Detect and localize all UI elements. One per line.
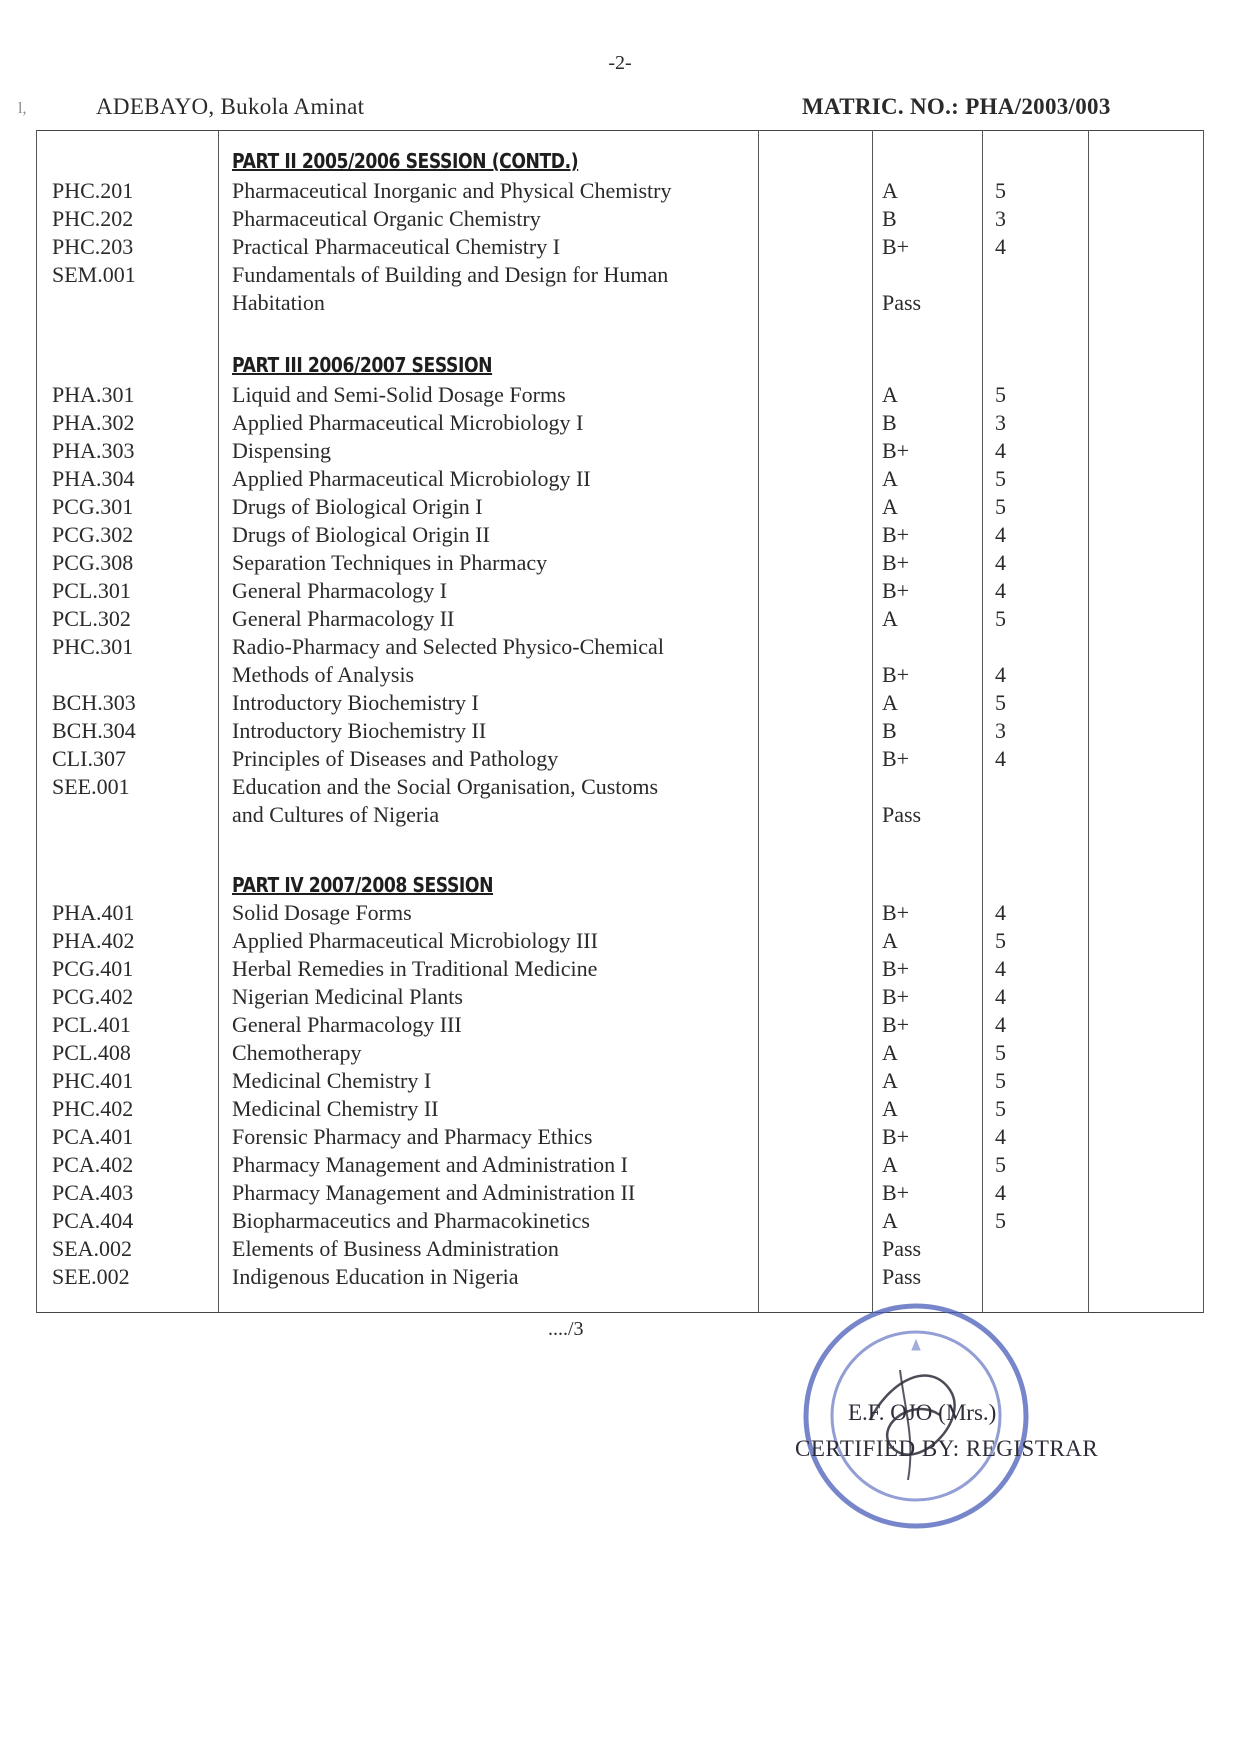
course-units: 4 xyxy=(995,956,1006,981)
course-units: 3 xyxy=(995,410,1006,435)
course-units: 5 xyxy=(995,1208,1006,1233)
course-title: Dispensing xyxy=(232,438,331,463)
course-grade: A xyxy=(882,178,898,203)
course-grade: B xyxy=(882,206,897,231)
course-code: PHC.202 xyxy=(52,206,134,231)
course-title: Fundamentals of Building and Design for Human xyxy=(232,262,669,287)
continuation-mark: ..../3 xyxy=(548,1318,584,1340)
course-row xyxy=(0,1038,1241,1067)
course-row xyxy=(0,520,1241,549)
course-units: 3 xyxy=(995,718,1006,743)
course-grade: Pass xyxy=(882,1236,922,1261)
course-row xyxy=(0,1234,1241,1263)
course-row xyxy=(0,232,1241,261)
course-title: Drugs of Biological Origin II xyxy=(232,522,490,547)
course-grade: B+ xyxy=(882,1012,910,1037)
section-heading: PART II 2005/2006 SESSION (CONTD.) xyxy=(232,149,579,173)
course-title: Drugs of Biological Origin I xyxy=(232,494,483,519)
course-row xyxy=(0,408,1241,437)
course-units: 4 xyxy=(995,746,1006,771)
course-title: General Pharmacology I xyxy=(232,578,448,603)
course-code: PCA.401 xyxy=(52,1124,134,1149)
course-title: Separation Techniques in Pharmacy xyxy=(232,550,548,575)
course-code: PHA.401 xyxy=(52,900,135,925)
course-grade: A xyxy=(882,382,898,407)
course-grade: B+ xyxy=(882,438,910,463)
course-code: PCG.401 xyxy=(52,956,134,981)
course-code: PCL.408 xyxy=(52,1040,131,1065)
course-row xyxy=(0,204,1241,233)
course-row xyxy=(0,744,1241,773)
course-row xyxy=(0,176,1241,205)
course-title: Practical Pharmaceutical Chemistry I xyxy=(232,234,561,259)
course-units: 5 xyxy=(995,178,1006,203)
course-title: Forensic Pharmacy and Pharmacy Ethics xyxy=(232,1124,593,1149)
course-grade: Pass xyxy=(882,1264,922,1289)
course-code: SEE.002 xyxy=(52,1264,130,1289)
course-code: SEM.001 xyxy=(52,262,136,287)
course-title: Introductory Biochemistry I xyxy=(232,690,479,715)
matric-label: MATRIC. NO.: xyxy=(802,94,960,119)
signatory-name: E.F. OJO (Mrs.) xyxy=(848,1400,997,1425)
course-row xyxy=(0,898,1241,927)
course-code: PCL.401 xyxy=(52,1012,131,1037)
course-row xyxy=(0,604,1241,633)
course-code: PCA.404 xyxy=(52,1208,134,1233)
course-grade: A xyxy=(882,1068,898,1093)
course-row xyxy=(0,1094,1241,1123)
section-heading: PART III 2006/2007 SESSION xyxy=(232,353,493,377)
course-grade: B xyxy=(882,718,897,743)
course-units: 4 xyxy=(995,550,1006,575)
course-units: 4 xyxy=(995,1012,1006,1037)
course-grade: B+ xyxy=(882,234,910,259)
course-row xyxy=(0,1150,1241,1179)
course-row xyxy=(0,800,1241,829)
course-row xyxy=(0,772,1241,801)
course-title: Solid Dosage Forms xyxy=(232,900,412,925)
course-title: Pharmaceutical Inorganic and Physical Chemistry xyxy=(232,178,672,203)
course-title: Applied Pharmaceutical Microbiology III xyxy=(232,928,598,953)
course-code: BCH.304 xyxy=(52,718,136,743)
course-row xyxy=(0,954,1241,983)
course-row xyxy=(0,380,1241,409)
course-row xyxy=(0,464,1241,493)
course-title: Applied Pharmaceutical Microbiology I xyxy=(232,410,584,435)
matric-number xyxy=(802,94,1111,120)
course-title: Medicinal Chemistry II xyxy=(232,1096,439,1121)
course-units: 5 xyxy=(995,1152,1006,1177)
course-units: 5 xyxy=(995,1096,1006,1121)
course-code: PHA.402 xyxy=(52,928,135,953)
course-units: 4 xyxy=(995,438,1006,463)
course-grade: A xyxy=(882,1208,898,1233)
course-row xyxy=(0,926,1241,955)
course-grade: A xyxy=(882,1040,898,1065)
course-row xyxy=(0,576,1241,605)
course-code: PHA.301 xyxy=(52,382,135,407)
course-row xyxy=(0,688,1241,717)
course-row xyxy=(0,1206,1241,1235)
course-row xyxy=(0,492,1241,521)
course-grade: B+ xyxy=(882,1124,910,1149)
course-units: 4 xyxy=(995,1180,1006,1205)
course-code: PHC.401 xyxy=(52,1068,134,1093)
margin-mark: l, xyxy=(18,100,27,117)
course-row xyxy=(0,716,1241,745)
course-row xyxy=(0,1010,1241,1039)
course-grade: B+ xyxy=(882,956,910,981)
course-code: PCG.308 xyxy=(52,550,134,575)
course-title: Education and the Social Organisation, Customs xyxy=(232,774,659,799)
course-code: PCG.302 xyxy=(52,522,134,547)
course-grade: Pass xyxy=(882,290,922,315)
course-row xyxy=(0,1262,1241,1291)
course-code: PHC.203 xyxy=(52,234,134,259)
course-grade: A xyxy=(882,690,898,715)
course-title: Methods of Analysis xyxy=(232,662,415,687)
course-grade: A xyxy=(882,1152,898,1177)
course-units: 4 xyxy=(995,662,1006,687)
course-title: and Cultures of Nigeria xyxy=(232,802,440,827)
course-grade: A xyxy=(882,494,898,519)
course-code: PHA.302 xyxy=(52,410,135,435)
course-title: Nigerian Medicinal Plants xyxy=(232,984,463,1009)
course-units: 4 xyxy=(995,234,1006,259)
section-heading: PART IV 2007/2008 SESSION xyxy=(232,873,494,897)
course-grade: A xyxy=(882,466,898,491)
course-row xyxy=(0,660,1241,689)
course-title: Herbal Remedies in Traditional Medicine xyxy=(232,956,598,981)
course-title: Habitation xyxy=(232,290,325,315)
course-grade: B+ xyxy=(882,550,910,575)
course-row xyxy=(0,1122,1241,1151)
course-code: PHC.402 xyxy=(52,1096,134,1121)
course-row xyxy=(0,632,1241,661)
course-row xyxy=(0,436,1241,465)
course-code: PCA.402 xyxy=(52,1152,134,1177)
course-units: 5 xyxy=(995,928,1006,953)
course-grade: A xyxy=(882,606,898,631)
course-units: 5 xyxy=(995,1068,1006,1093)
course-units: 4 xyxy=(995,522,1006,547)
course-row xyxy=(0,548,1241,577)
course-grade: A xyxy=(882,1096,898,1121)
course-code: SEE.001 xyxy=(52,774,130,799)
course-title: Chemotherapy xyxy=(232,1040,362,1065)
course-title: Biopharmaceutics and Pharmacokinetics xyxy=(232,1208,590,1233)
course-code: PCL.301 xyxy=(52,578,131,603)
course-title: Liquid and Semi-Solid Dosage Forms xyxy=(232,382,566,407)
course-grade: B+ xyxy=(882,578,910,603)
matric-value: PHA/2003/003 xyxy=(965,94,1111,119)
course-grade: B+ xyxy=(882,746,910,771)
course-units: 5 xyxy=(995,1040,1006,1065)
course-title: General Pharmacology III xyxy=(232,1012,462,1037)
course-title: Pharmacy Management and Administration II xyxy=(232,1180,636,1205)
course-code: PCA.403 xyxy=(52,1180,134,1205)
course-code: PCG.402 xyxy=(52,984,134,1009)
course-title: Pharmaceutical Organic Chemistry xyxy=(232,206,541,231)
course-row xyxy=(0,1066,1241,1095)
course-code: PHA.303 xyxy=(52,438,135,463)
course-title: Radio-Pharmacy and Selected Physico-Chemical xyxy=(232,634,664,659)
course-grade: Pass xyxy=(882,802,922,827)
course-code: PHA.304 xyxy=(52,466,135,491)
course-units: 4 xyxy=(995,578,1006,603)
course-grade: B xyxy=(882,410,897,435)
course-units: 5 xyxy=(995,690,1006,715)
page-number: -2- xyxy=(608,52,632,74)
course-code: BCH.303 xyxy=(52,690,136,715)
course-grade: B+ xyxy=(882,522,910,547)
certification-label: CERTIFIED BY: REGISTRAR xyxy=(795,1436,1099,1461)
course-grade: B+ xyxy=(882,1180,910,1205)
course-row xyxy=(0,1178,1241,1207)
course-grade: B+ xyxy=(882,900,910,925)
course-units: 3 xyxy=(995,206,1006,231)
course-code: PCG.301 xyxy=(52,494,134,519)
course-units: 5 xyxy=(995,382,1006,407)
course-units: 5 xyxy=(995,494,1006,519)
course-grade: A xyxy=(882,928,898,953)
table-top-border xyxy=(36,130,1204,131)
course-units: 4 xyxy=(995,900,1006,925)
course-code: SEA.002 xyxy=(52,1236,133,1261)
course-title: General Pharmacology II xyxy=(232,606,455,631)
course-row xyxy=(0,288,1241,317)
course-title: Medicinal Chemistry I xyxy=(232,1068,432,1093)
course-title: Principles of Diseases and Pathology xyxy=(232,746,559,771)
course-units: 5 xyxy=(995,466,1006,491)
course-title: Introductory Biochemistry II xyxy=(232,718,487,743)
course-title: Pharmacy Management and Administration I xyxy=(232,1152,628,1177)
student-name: ADEBAYO, Bukola Aminat xyxy=(96,94,365,119)
course-row xyxy=(0,260,1241,289)
course-units: 4 xyxy=(995,984,1006,1009)
course-grade: B+ xyxy=(882,984,910,1009)
course-code: PHC.301 xyxy=(52,634,134,659)
course-code: CLI.307 xyxy=(52,746,126,771)
course-title: Indigenous Education in Nigeria xyxy=(232,1264,519,1289)
course-code: PCL.302 xyxy=(52,606,131,631)
course-grade: B+ xyxy=(882,662,910,687)
course-code: PHC.201 xyxy=(52,178,134,203)
course-title: Applied Pharmaceutical Microbiology II xyxy=(232,466,591,491)
course-row xyxy=(0,982,1241,1011)
course-title: Elements of Business Administration xyxy=(232,1236,559,1261)
course-units: 5 xyxy=(995,606,1006,631)
course-units: 4 xyxy=(995,1124,1006,1149)
